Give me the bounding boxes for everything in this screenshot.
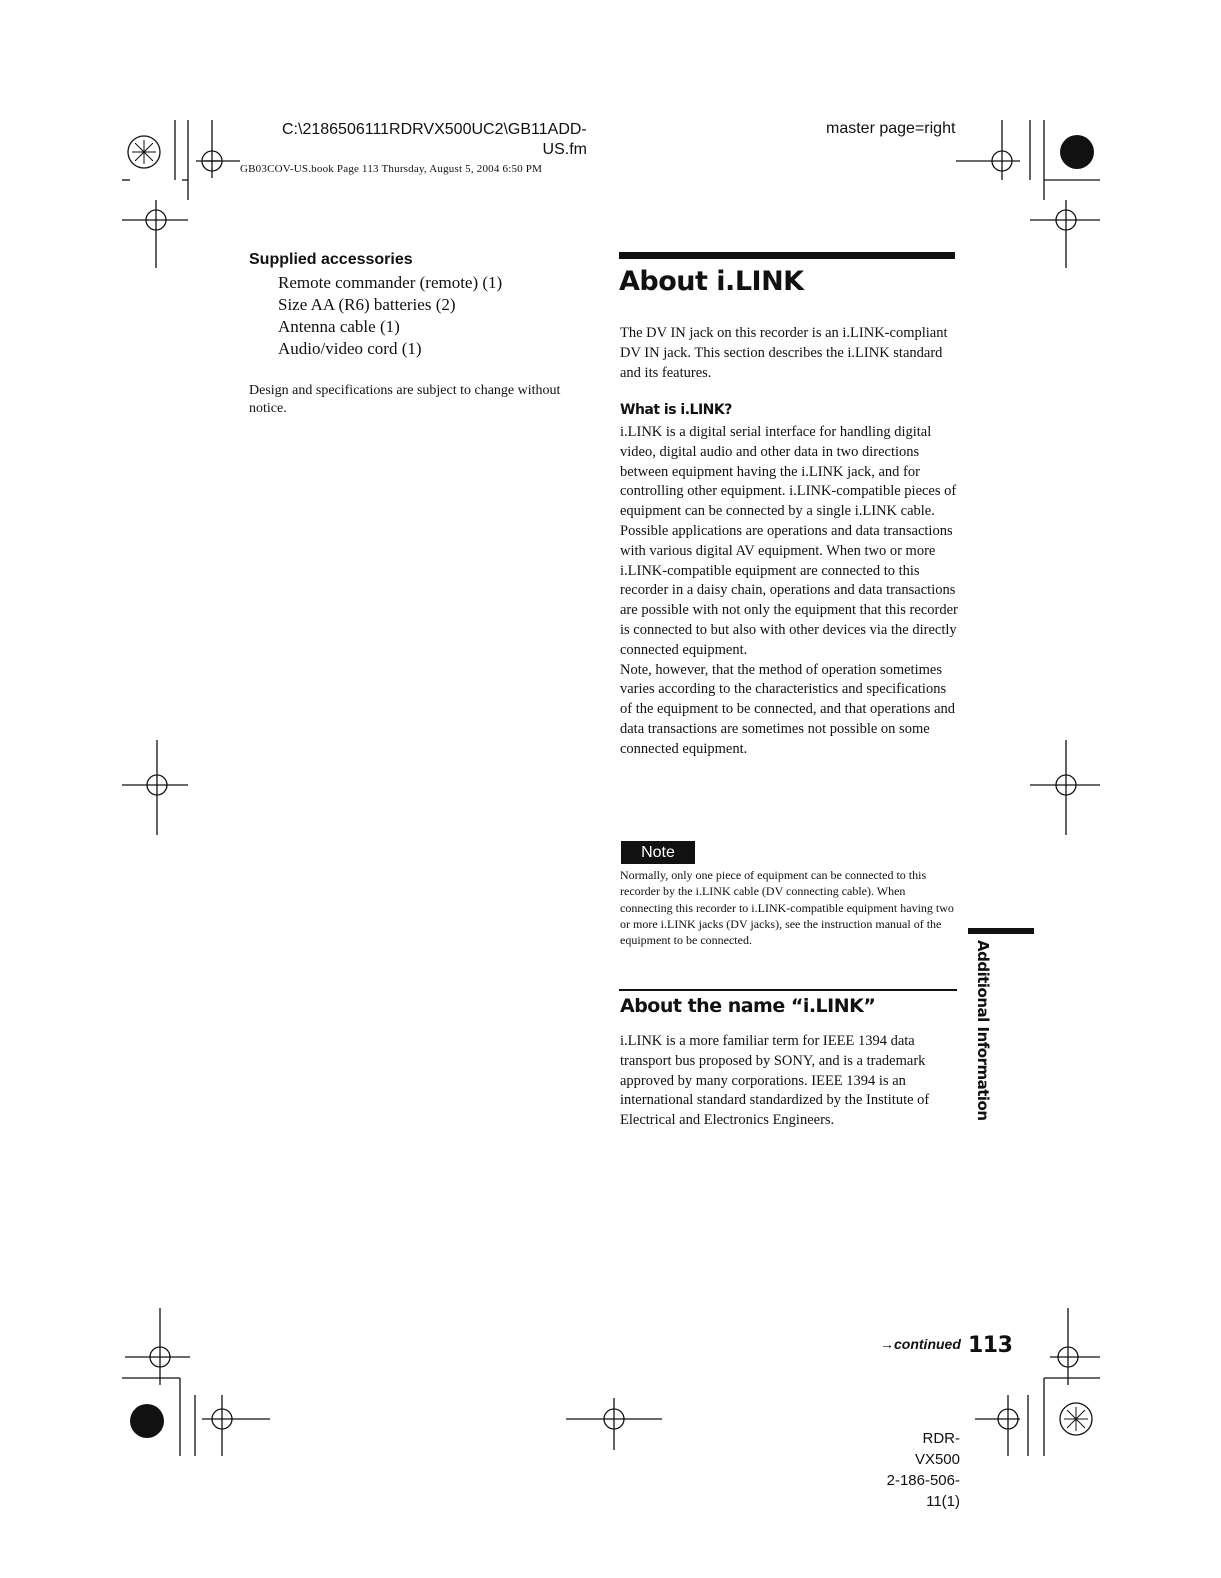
page-title: About i.LINK — [619, 266, 804, 297]
model-info — [878, 1428, 960, 1512]
continued-label: →continued — [880, 1336, 961, 1352]
page-number: 113 — [968, 1333, 1013, 1358]
list-item: Antenna cable (1) — [278, 317, 400, 336]
accessories-list — [278, 272, 502, 360]
list-item: Audio/video cord (1) — [278, 339, 422, 358]
model-name: RDR-VX500 — [914, 1430, 960, 1468]
spec-notice: Design and specifications are subject to change without notice. — [249, 383, 561, 416]
note-text: Normally, only one piece of equipment can be connected to this recorder by the i.LINK cable (DV connecting cable). When connecting this recorder to i.LINK-compatible equipment having two or more i.LINK jacks (DV jacks), see the instruction manual of the equipment to be connected. — [620, 868, 954, 948]
section-rule — [619, 252, 955, 259]
intro-paragraph: The DV IN jack on this recorder is an i.LINK-compliant DV IN jack. This section describes the i.LINK standard and its features. — [620, 325, 948, 381]
what-heading: What is i.LINK? — [620, 402, 732, 418]
file-path-line1: C:\2186506111RDRVX500UC2\GB11ADD- — [282, 121, 587, 138]
name-heading: About the name “i.LINK” — [620, 995, 876, 1017]
file-path — [282, 120, 587, 160]
registration-dot-icon — [130, 1404, 164, 1438]
registration-dot-icon — [1060, 135, 1094, 169]
side-tab — [968, 940, 994, 1121]
what-body — [620, 423, 960, 760]
accessories-title: Supplied accessories — [249, 251, 413, 268]
book-info-line: GB03COV-US.book Page 113 Thursday, August 5, 2004 6:50 PM — [240, 163, 543, 175]
list-item: Remote commander (remote) (1) — [278, 273, 503, 292]
side-tab-bar — [968, 928, 1034, 934]
name-body: i.LINK is a more familiar term for IEEE 1394 data transport bus proposed by SONY, and is a trademark approved by many corporations. IEEE 1394 is an international standard standardized by the Institute of Electrical and Electronics Engineers. — [620, 1033, 930, 1129]
note-badge: Note — [621, 841, 695, 864]
master-page-label: master page=right — [826, 120, 956, 137]
file-path-line2: US.fm — [542, 141, 587, 158]
model-code: 2-186-506-11(1) — [886, 1472, 960, 1510]
list-item: Size AA (R6) batteries (2) — [278, 295, 456, 314]
section-divider — [619, 989, 957, 991]
paragraph: i.LINK is a digital serial interface for handling digital video, digital audio and other data in two directions between equipment having the i.LINK jack, and for controlling other equipment. i.LINK-compatible pieces of equipment can be connected by a single i.LINK cable. Possible applications are operations and data transactions with various digital AV equipment. When two or more i.LINK-compatible equipment are connected to this recorder in a daisy chain, operations and data transactions are possible with not only the equipment that this recorder is connected to but also with other devices via the directly connected equipment. — [620, 424, 958, 658]
side-tab-label: Additional Information — [974, 940, 992, 1121]
paragraph: Note, however, that the method of operation sometimes varies according to the characteristics and specifications of the equipment to be connected, and that operations and data transactions are sometimes not possible on some connected equipment. — [620, 661, 956, 757]
